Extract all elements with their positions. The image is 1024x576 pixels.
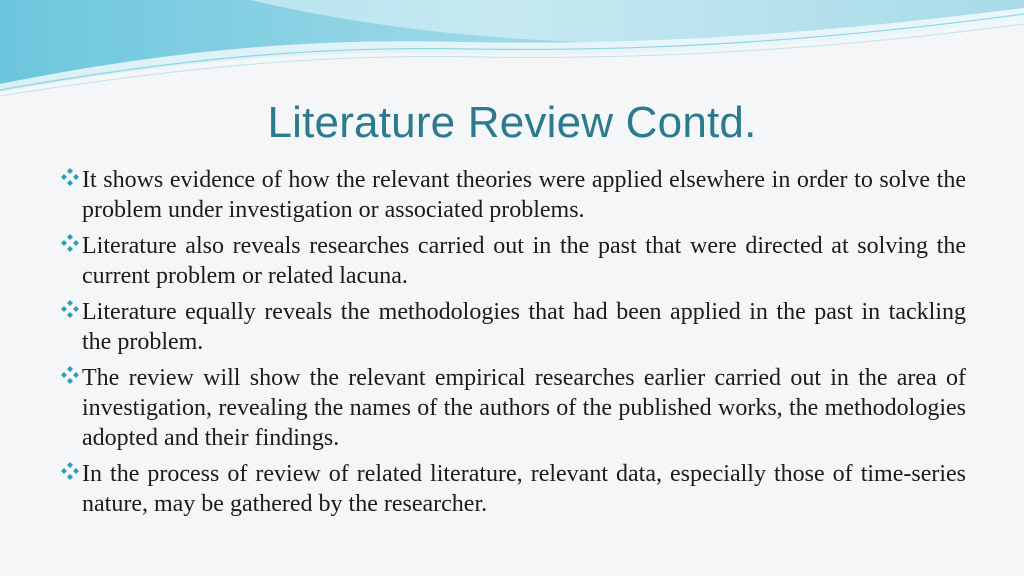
diamond-bullet-icon — [60, 461, 80, 481]
diamond-bullet-icon — [60, 167, 80, 187]
slide-title: Literature Review Contd. — [267, 98, 757, 147]
bullet-item — [58, 165, 966, 225]
bullet-text: Literature equally reveals the methodologies that had been applied in the past in tackling the problem. — [82, 299, 966, 355]
header-wave-decoration — [0, 0, 1024, 100]
bullet-item — [58, 459, 966, 519]
diamond-bullet-icon — [60, 233, 80, 253]
bullet-item — [58, 231, 966, 291]
diamond-bullet-icon — [60, 299, 80, 319]
bullet-text: The review will show the relevant empirical researches earlier carried out in the area of investigation, revealing the names of the authors of the published works, the methodologies adopted and their findings. — [82, 365, 966, 451]
bullet-text: In the process of review of related literature, relevant data, especially those of time-series nature, may be gathered by the researcher. — [82, 461, 966, 517]
bullet-list — [58, 165, 966, 525]
bullet-text: It shows evidence of how the relevant theories were applied elsewhere in order to solve the problem under investigation or associated problems. — [82, 167, 966, 223]
diamond-bullet-icon — [60, 365, 80, 385]
bullet-item — [58, 297, 966, 357]
bullet-text: Literature also reveals researches carried out in the past that were directed at solving the current problem or related lacuna. — [82, 233, 966, 289]
bullet-item — [58, 363, 966, 453]
